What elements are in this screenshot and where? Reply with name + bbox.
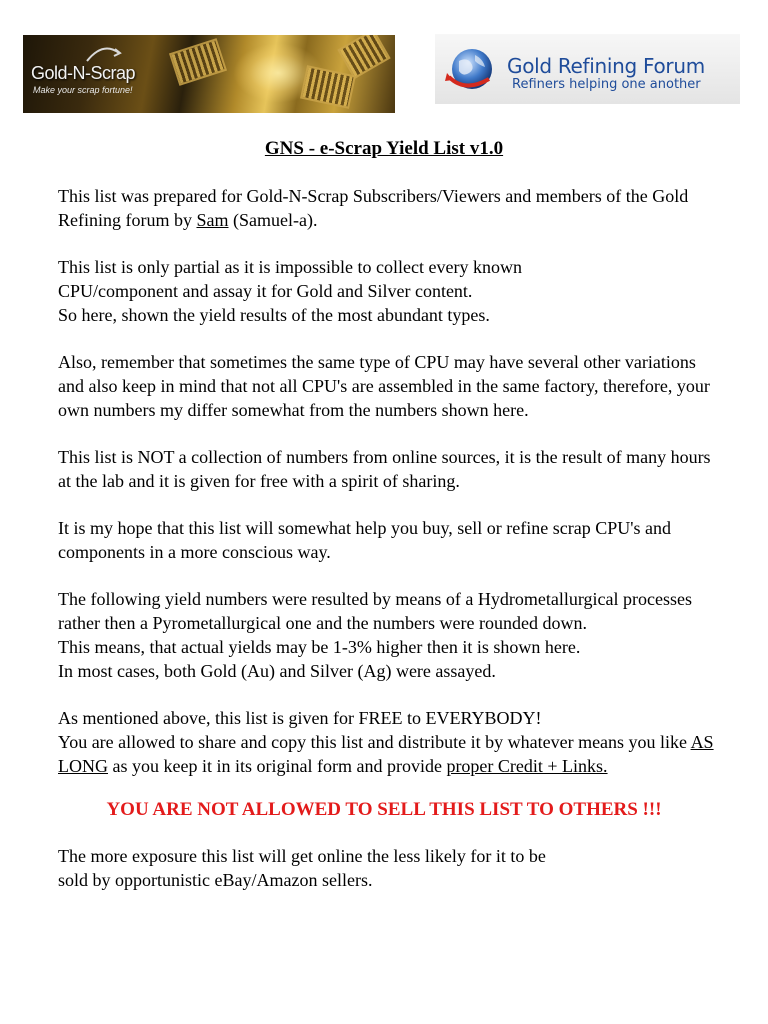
paragraph-variations: Also, remember that sometimes the same type of CPU may have several other variations and also keep in mind that not all CPU's are assembled in the same factory, therefore, your own numbers my differ somewhat from the numbers shown here. [58,352,710,420]
paragraph-free: As mentioned above, this list is given for FREE to EVERYBODY! You are allowed to share and copy this list and distribute it by whatever means you like AS LONG as you keep it in its original form and provide proper Credit + Links. [58,708,714,776]
cpu-chip-image [169,38,227,86]
globe-icon [445,43,497,95]
document-body [58,184,726,915]
document-title: GNS - e-Scrap Yield List v1.0 [264,138,504,159]
warning-notice: YOU ARE NOT ALLOWED TO SELL THIS LIST TO OTHERS !!! [106,799,662,820]
as-long-link[interactable]: AS LONG [58,732,714,776]
logo-name: Gold-N-Scrap [31,63,136,83]
gold-n-scrap-banner[interactable] [23,35,395,113]
paragraph-intro: This list was prepared for Gold-N-Scrap Subscribers/Viewers and members of the Gold Refining forum by Sam (Samuel-a). [58,186,689,230]
logo-tagline: Make your scrap fortune! [33,85,133,95]
sam-link[interactable]: Sam [196,210,229,230]
proper-credit-link[interactable]: proper Credit + Links. [446,756,608,776]
gold-refining-forum-banner[interactable] [435,34,740,104]
forum-subtitle: Refiners helping one another [512,77,701,92]
forum-title: Gold Refining Forum [507,54,705,78]
paragraph-hope: It is my hope that this list will somewhat help you buy, sell or refine scrap CPU's and components in a more conscious way. [58,518,671,562]
paragraph-not-online: This list is NOT a collection of numbers from online sources, it is the result of many hours at the lab and it is given for free with a spirit of sharing. [58,447,711,491]
paragraph-exposure: The more exposure this list will get online the less likely for it to be sold by opportunistic eBay/Amazon sellers. [58,846,546,890]
paragraph-method: The following yield numbers were resulted by means of a Hydrometallurgical processes rather then a Pyrometallurgical one and the numbers were rounded down. This means, that actual yields may be 1-3% higher then it is shown here. In most cases, both Gold (Au) and Silver (Ag) were assayed. [58,589,692,681]
paragraph-partial-list: This list is only partial as it is impossible to collect every known CPU/component and assay it for Gold and Silver content. So here, shown the yield results of the most abundant types. [58,257,522,325]
